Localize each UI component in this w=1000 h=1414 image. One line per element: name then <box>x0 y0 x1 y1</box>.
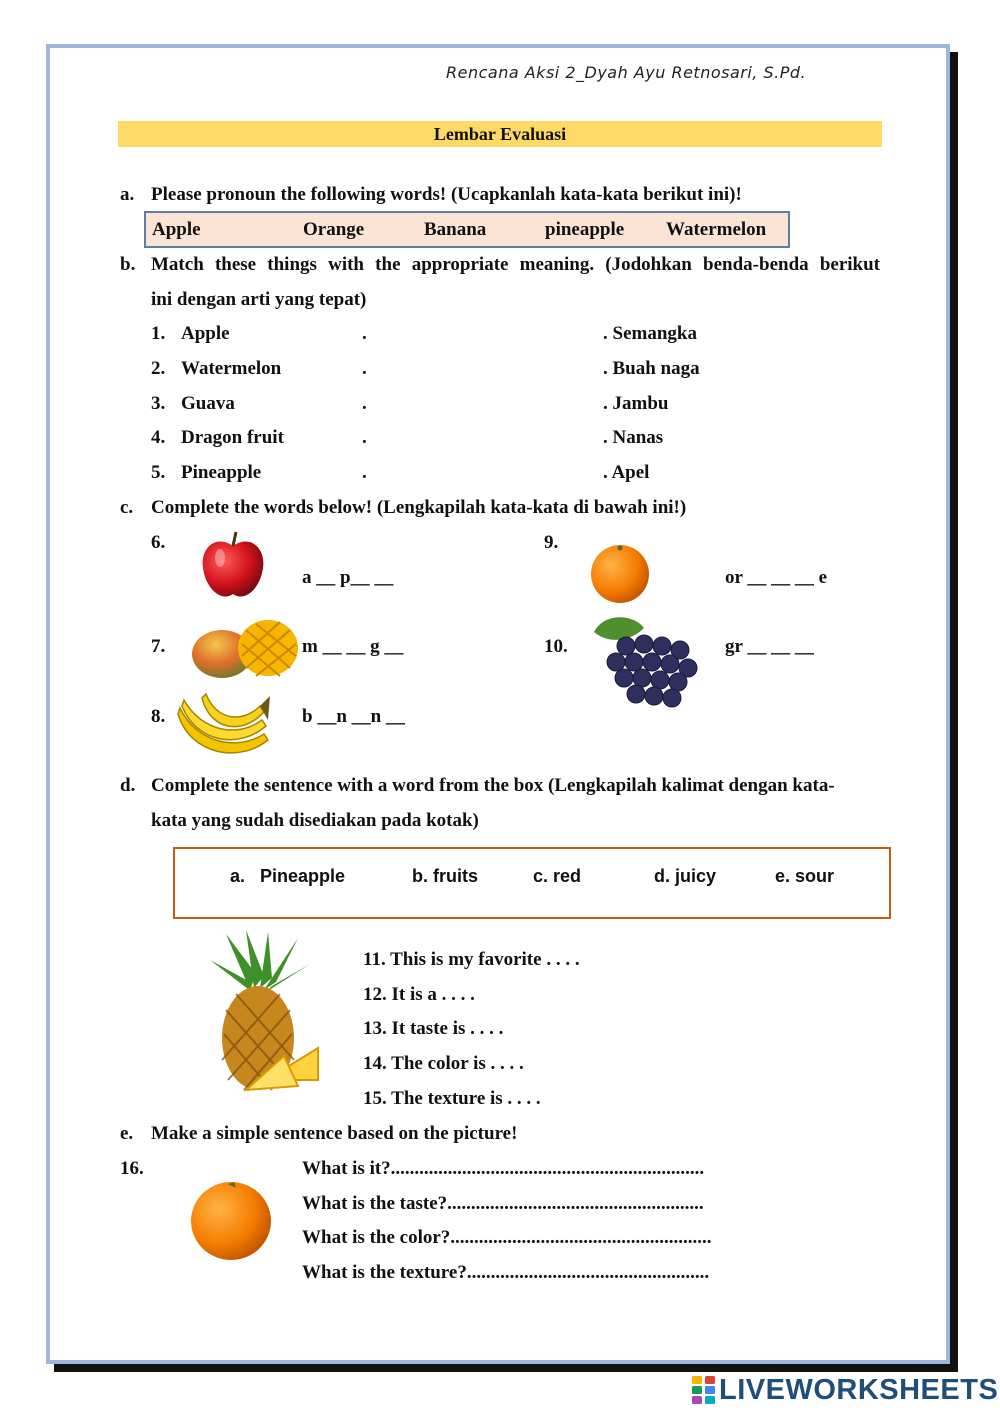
pineapple-image <box>206 930 326 1096</box>
match-left-dot[interactable]: . <box>362 323 367 344</box>
fruit-word-pattern[interactable]: or __ __ __ e <box>725 567 828 588</box>
fruit-number: 8. <box>151 706 166 727</box>
match-word: Apple <box>181 323 230 344</box>
pronounce-word: Orange <box>303 219 365 240</box>
orange-image <box>188 1178 274 1262</box>
question-number: 16. <box>120 1158 144 1179</box>
section-a-instruction: Please pronoun the following words! (Ucapkanlah kata-kata berikut ini)! <box>151 184 742 205</box>
match-number: 5. <box>151 462 166 483</box>
word-bank-option: e. sour <box>775 866 835 886</box>
match-meaning[interactable]: . Semangka <box>603 323 697 344</box>
section-b-instruction-line2: ini dengan arti yang tepat) <box>151 289 367 310</box>
pronounce-word: Watermelon <box>666 219 767 240</box>
section-e-instruction: Make a simple sentence based on the picture! <box>151 1123 518 1144</box>
match-number: 1. <box>151 323 166 344</box>
pronounce-word: Banana <box>424 219 487 240</box>
pronounce-words-box <box>144 211 790 248</box>
match-meaning[interactable]: . Nanas <box>603 427 664 448</box>
match-word: Guava <box>181 393 235 414</box>
fruit-number: 9. <box>544 532 559 553</box>
pronounce-word: Apple <box>152 219 201 240</box>
liveworksheets-logo[interactable] <box>692 1373 998 1407</box>
question-line[interactable]: What is the color?....................................................... <box>302 1227 712 1248</box>
word-bank-option: d. juicy <box>654 866 717 886</box>
word-bank-box <box>173 847 891 919</box>
word-bank-option: a. Pineapple <box>230 866 346 886</box>
banana-image <box>176 690 272 762</box>
section-d-instruction-line2: kata yang sudah disediakan pada kotak) <box>151 810 479 831</box>
orange-image <box>588 541 652 605</box>
apple-image <box>198 528 268 602</box>
fruit-number: 10. <box>544 636 568 657</box>
fruit-word-pattern[interactable]: a __ p__ __ <box>302 567 394 588</box>
section-d-marker: d. <box>120 775 136 796</box>
author-note: Rencana Aksi 2_Dyah Ayu Retnosari, S.Pd. <box>446 63 807 82</box>
liveworksheets-logo-icon <box>692 1376 716 1404</box>
word-bank-option: c. red <box>533 866 582 886</box>
fruit-number: 7. <box>151 636 166 657</box>
match-meaning[interactable]: . Buah naga <box>603 358 700 379</box>
match-word: Dragon fruit <box>181 427 284 448</box>
worksheet-title: Lembar Evaluasi <box>118 121 882 147</box>
pronounce-word: pineapple <box>545 219 625 240</box>
match-left-dot[interactable]: . <box>362 358 367 379</box>
question-line[interactable]: What is the texture?................................................... <box>302 1262 710 1283</box>
fill-sentence[interactable]: 14. The color is . . . . <box>363 1053 524 1074</box>
match-number: 3. <box>151 393 166 414</box>
match-left-dot[interactable]: . <box>362 393 367 414</box>
fill-sentence[interactable]: 13. It taste is . . . . <box>363 1018 504 1039</box>
match-number: 2. <box>151 358 166 379</box>
section-b-instruction-line1: Match these things with the appropriate meaning. (Jodohkan benda-benda berikut <box>151 254 880 275</box>
fruit-word-pattern[interactable]: m __ __ g __ <box>302 636 404 657</box>
grapes-image <box>590 612 706 712</box>
mango-image <box>190 618 300 682</box>
match-meaning[interactable]: . Apel <box>603 462 650 483</box>
section-c-instruction: Complete the words below! (Lengkapilah kata-kata di bawah ini!) <box>151 497 687 518</box>
fill-sentence[interactable]: 11. This is my favorite . . . . <box>363 949 580 970</box>
match-left-dot[interactable]: . <box>362 462 367 483</box>
fruit-word-pattern[interactable]: b __n __n __ <box>302 706 405 727</box>
match-number: 4. <box>151 427 166 448</box>
match-meaning[interactable]: . Jambu <box>603 393 669 414</box>
match-word: Watermelon <box>181 358 282 379</box>
section-a-marker: a. <box>120 184 135 205</box>
section-c-marker: c. <box>120 497 134 518</box>
fruit-word-pattern[interactable]: gr __ __ __ <box>725 636 814 657</box>
question-line[interactable]: What is it?.................................................................. <box>302 1158 705 1179</box>
section-d-instruction-line1: Complete the sentence with a word from the box (Lengkapilah kalimat dengan kata- <box>151 775 835 796</box>
question-line[interactable]: What is the taste?...................................................... <box>302 1193 704 1214</box>
fill-sentence[interactable]: 12. It is a . . . . <box>363 984 475 1005</box>
match-left-dot[interactable]: . <box>362 427 367 448</box>
word-bank-option: b. fruits <box>412 866 478 886</box>
liveworksheets-logo-text: LIVEWORKSHEETS <box>719 1373 999 1406</box>
fruit-number: 6. <box>151 532 166 553</box>
fill-sentence[interactable]: 15. The texture is . . . . <box>363 1088 541 1109</box>
section-b-marker: b. <box>120 254 136 275</box>
section-e-marker: e. <box>120 1123 134 1144</box>
match-word: Pineapple <box>181 462 262 483</box>
